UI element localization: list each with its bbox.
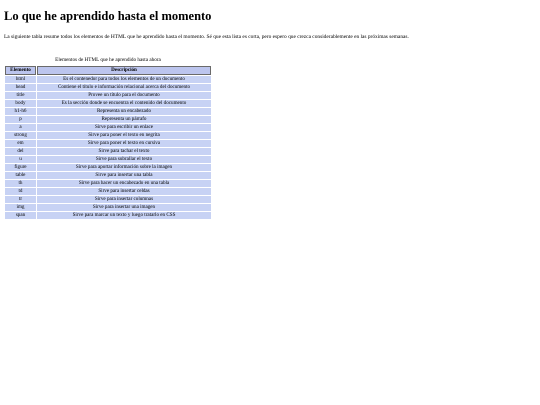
- description-cell: Representa un párrafo: [37, 116, 211, 123]
- element-cell: img: [5, 204, 36, 211]
- description-cell: Sirve para tachar el texto: [37, 148, 211, 155]
- element-cell: table: [5, 172, 36, 179]
- description-cell: Sirve para marcar un texto y luego tratarlo en CSS: [37, 212, 211, 219]
- page-title: Lo que he aprendido hasta el momento: [4, 9, 212, 23]
- description-cell: Sirve para insertar columnas: [37, 196, 211, 203]
- element-cell: title: [5, 92, 36, 99]
- table-row: [5, 108, 211, 115]
- table-row: [5, 148, 211, 155]
- element-cell: figure: [5, 164, 36, 171]
- element-cell: h1-h6: [5, 108, 36, 115]
- description-cell: Sirve para insertar una imagen: [37, 204, 211, 211]
- table-row: [5, 164, 211, 171]
- table-row: [5, 212, 211, 219]
- description-cell: Sirve para insertar celdas: [37, 188, 211, 195]
- description-cell: Provee un título para el documento: [37, 92, 211, 99]
- description-cell: Sirve para poner el texto en cursiva: [37, 140, 211, 147]
- table-row: [5, 188, 211, 195]
- table-row: [5, 132, 211, 139]
- column-header-description: Descripción: [37, 66, 211, 75]
- table-row: [5, 196, 211, 203]
- table-row: [5, 124, 211, 131]
- table-row: [5, 100, 211, 107]
- element-cell: tr: [5, 196, 36, 203]
- table-row: [5, 156, 211, 163]
- table-row: [5, 172, 211, 179]
- table-row: [5, 84, 211, 91]
- element-cell: head: [5, 84, 36, 91]
- description-cell: Sirve para subrallar el texto: [37, 156, 211, 163]
- table-row: [5, 140, 211, 147]
- description-cell: Sirve para insertar una tabla: [37, 172, 211, 179]
- description-cell: Sirve para hacer un encabezado en una tabla: [37, 180, 211, 187]
- element-cell: html: [5, 76, 36, 83]
- table-row: [5, 92, 211, 99]
- element-cell: body: [5, 100, 36, 107]
- description-cell: Sirve para escribir un enlace: [37, 124, 211, 131]
- table-row: [5, 180, 211, 187]
- column-header-element: Elemento: [5, 66, 36, 75]
- table-row: [5, 204, 211, 211]
- element-cell: u: [5, 156, 36, 163]
- element-cell: td: [5, 188, 36, 195]
- description-cell: Es la sección donde se encuentra el contenido del documento: [37, 100, 211, 107]
- table-caption: Elementos de HTML que he aprendido hasta ahora: [55, 57, 161, 63]
- element-cell: th: [5, 180, 36, 187]
- element-cell: span: [5, 212, 36, 219]
- description-cell: Es el contenedor para todos los elementos de un documento: [37, 76, 211, 83]
- description-cell: Contiene el título e información relacional acerca del documento: [37, 84, 211, 91]
- table-header-row: [5, 66, 211, 75]
- page: [4, 9, 536, 218]
- description-cell: Sirve para poner el texto en negrita: [37, 132, 211, 139]
- element-cell: del: [5, 148, 36, 155]
- description-cell: Sirve para aportar información sobre la imagen: [37, 164, 211, 171]
- description-cell: Representa un encabezado: [37, 108, 211, 115]
- table-row: [5, 116, 211, 123]
- table-row: [5, 76, 211, 83]
- elements-table: [4, 57, 212, 220]
- intro-paragraph: La siguiente tabla resume todos los elementos de HTML que he aprendido hasta el momento. Sé que esta lista es corta, pero espero que crezca considerablemente en las próximas semanas.: [4, 34, 409, 40]
- element-cell: a: [5, 124, 36, 131]
- element-cell: strong: [5, 132, 36, 139]
- element-cell: p: [5, 116, 36, 123]
- element-cell: em: [5, 140, 36, 147]
